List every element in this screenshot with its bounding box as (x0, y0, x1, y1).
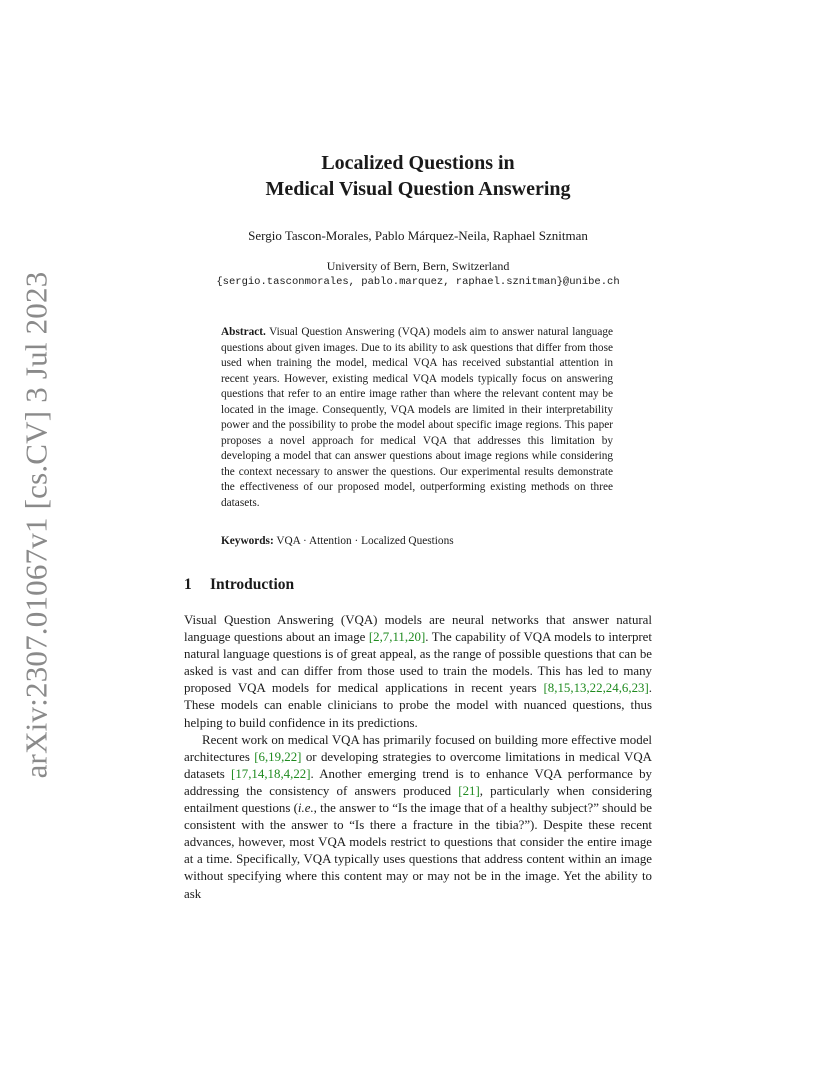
text-span: Visual Question Answering (VQA) models are neural networks that answer natural language questions about an image (184, 613, 652, 645)
text-span: , particularly when considering entailment questions ( (184, 783, 652, 816)
introduction-body (184, 612, 652, 903)
text-span: , the answer to “Is the image that of a healthy subject?” should be consistent with the answer to “Is there a fracture in the tibia?”). Despite these recent advances, however, most VQA models restrict to questions that consider the entire image at a time. Specifically, VQA typically uses questions that address content within an image without specifying where this content may or may not be in the image. Yet the ability to ask (184, 801, 652, 901)
paragraph-1 (184, 612, 652, 732)
arxiv-sidebar-stamp (8, 271, 64, 779)
title-line-2: Medical Visual Question Answering (265, 178, 571, 200)
abstract-text: Visual Question Answering (VQA) models aim to answer natural language questions about given images. Due to its ability to ask questions that differ from those used when training the model, medical VQA has received substantial attention in recent years. However, existing medical VQA models typically focus on answering questions that refer to an entire image rather than where the relevant content may be located in the image. Consequently, VQA models are limited in their interpretability power and the possibility to probe the model about specific image regions. This paper proposes a novel approach for medical VQA that addresses this limitation by developing a model that can answer questions about image regions while considering the context necessary to answer the questions. Our experimental results demonstrate the effectiveness of our proposed model, outperforming existing methods on three datasets. (221, 326, 614, 509)
abstract-label: Abstract. (221, 326, 266, 338)
text-span: . These models can enable clinicians to probe the model with nuanced questions, thus helping to build confidence in its predictions. (184, 681, 652, 730)
author-list: Sergio Tascon-Morales, Pablo Márquez-Neila, Raphael Sznitman (248, 228, 588, 243)
section-title: Introduction (210, 576, 295, 593)
keywords-label: Keywords: (221, 535, 274, 547)
citation-link[interactable]: [17,14,18,4,22] (231, 766, 311, 781)
citation-link[interactable]: [2,7,11,20] (368, 630, 426, 645)
text-span: or developing strategies to overcome limitations in medical VQA datasets (184, 749, 652, 781)
abstract (221, 325, 613, 511)
text-span: . Another emerging trend is to enhance VQA performance by addressing the consistency of answers produced (184, 766, 652, 798)
author-emails: {sergio.tasconmorales, pablo.marquez, raphael.sznitman}@unibe.ch (216, 276, 620, 288)
citation-link[interactable]: [8,15,13,22,24,6,23] (543, 681, 649, 696)
paragraph-2 (184, 732, 652, 903)
citation-link[interactable]: [6,19,22] (254, 749, 302, 764)
title-line-1: Localized Questions in (321, 152, 515, 174)
citation-link[interactable]: [21] (458, 783, 480, 798)
text-span: . The capability of VQA models to interpret natural language questions is of great appeal, as the range of possible questions that can be asked is vast and can differ from those used to train the models. This has led to many proposed VQA models for medical applications in recent years (184, 630, 652, 696)
text-span: Recent work on medical VQA has primarily focused on building more effective model architectures (184, 732, 652, 764)
section-number: 1 (184, 576, 192, 593)
keywords (221, 535, 613, 547)
affiliation: University of Bern, Bern, Switzerland (326, 259, 510, 273)
keywords-text: VQA · Attention · Localized Questions (276, 535, 454, 547)
paper-title (184, 150, 652, 202)
section-heading (184, 576, 294, 594)
affiliation-block (184, 258, 652, 290)
arxiv-identifier: arXiv:2307.01067v1 [cs.CV] 3 Jul 2023 (18, 271, 53, 779)
text-span-italic: i.e. (297, 801, 314, 816)
